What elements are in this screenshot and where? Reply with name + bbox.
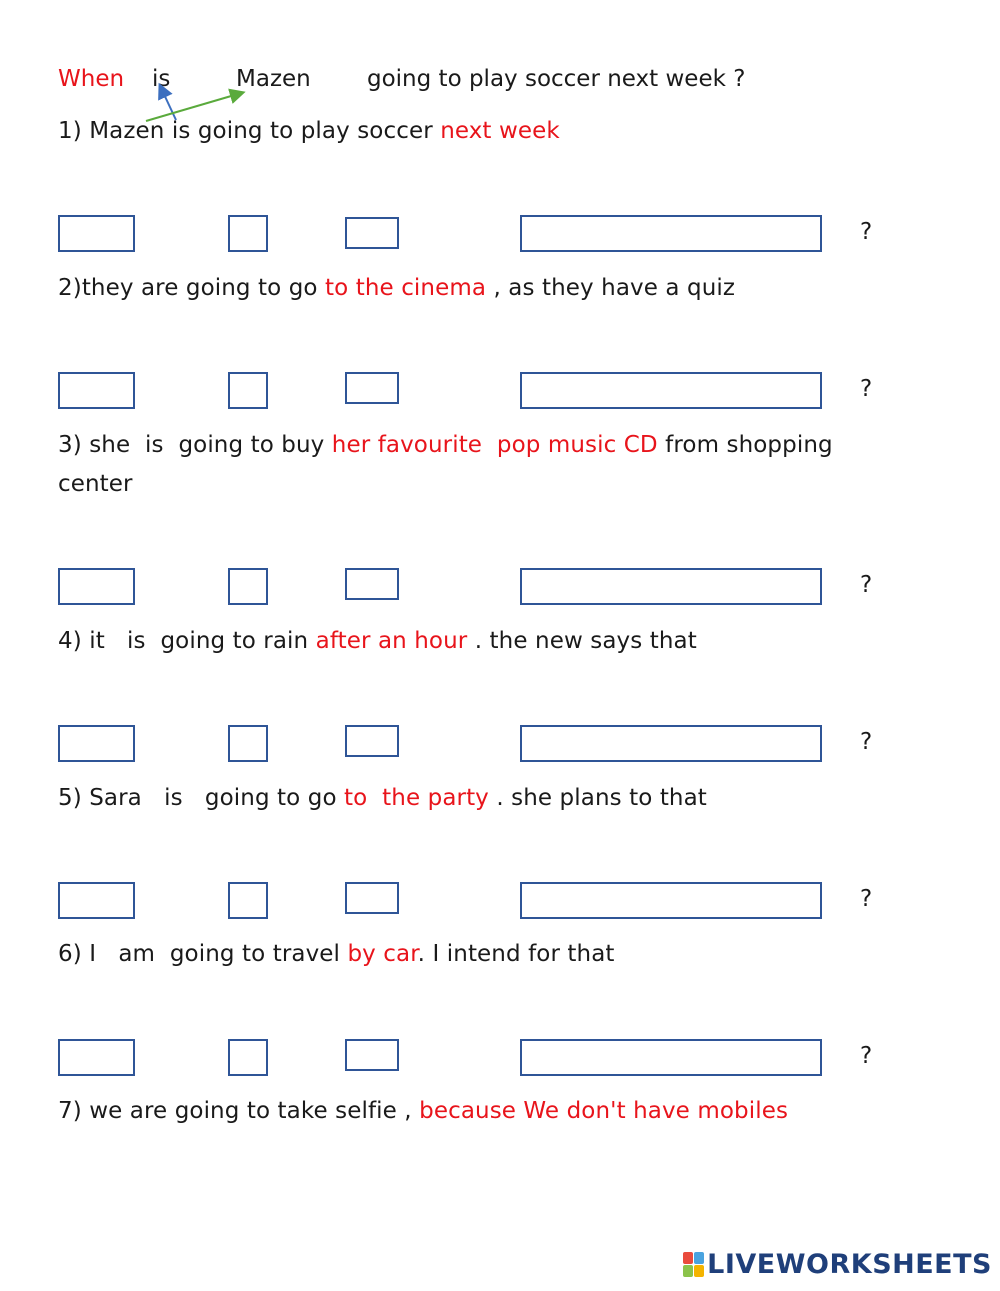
answer-box-wh[interactable] [58,725,135,762]
answer-box-wh[interactable] [58,1039,135,1076]
question-mark: ? [860,219,873,245]
answer-box-aux[interactable] [228,1039,268,1076]
example-subject-word: Mazen [236,66,311,92]
answer-box-subject[interactable] [345,882,399,914]
sentence-1: 1) Mazen is going to play soccer next week [58,118,560,144]
sentence-4: 4) it is going to rain after an hour . the new says that [58,628,697,654]
answer-row-6 [0,1039,1000,1079]
answer-box-rest[interactable] [520,372,822,409]
question-mark: ? [860,1043,873,1069]
answer-box-subject[interactable] [345,372,399,404]
answer-row-3 [0,568,1000,608]
sentence-5: 5) Sara is going to go to the party . she plans to that [58,785,707,811]
example-rest-words: going to play soccer next week ? [367,66,746,92]
answer-box-rest[interactable] [520,568,822,605]
answer-box-wh[interactable] [58,372,135,409]
answer-row-5 [0,882,1000,922]
sentence-3: 3) she is going to buy her favourite pop music CD from shopping [58,432,833,458]
question-mark: ? [860,572,873,598]
answer-box-subject[interactable] [345,1039,399,1071]
answer-box-aux[interactable] [228,882,268,919]
sentence-2: 2)they are going to go to the cinema , as they have a quiz [58,275,736,301]
answer-box-rest[interactable] [520,882,822,919]
answer-row-2 [0,372,1000,412]
answer-row-4 [0,725,1000,765]
liveworksheets-logo-icon [683,1252,704,1277]
answer-box-subject[interactable] [345,725,399,757]
sentence-6: 6) I am going to travel by car. I intend for that [58,941,615,967]
answer-box-rest[interactable] [520,1039,822,1076]
answer-box-aux[interactable] [228,725,268,762]
logo-text: LIVEWORKSHEETS [707,1248,992,1280]
example-wh-word: When [58,66,125,92]
answer-box-aux[interactable] [228,568,268,605]
answer-box-subject[interactable] [345,217,399,249]
answer-box-aux[interactable] [228,372,268,409]
answer-box-aux[interactable] [228,215,268,252]
question-mark: ? [860,886,873,912]
answer-row-1 [0,215,1000,255]
answer-box-wh[interactable] [58,882,135,919]
answer-box-rest[interactable] [520,215,822,252]
example-aux-word: is [152,66,171,92]
answer-box-wh[interactable] [58,215,135,252]
answer-box-subject[interactable] [345,568,399,600]
question-mark: ? [860,376,873,402]
answer-box-rest[interactable] [520,725,822,762]
question-mark: ? [860,729,873,755]
sentence-7: 7) we are going to take selfie , because We don't have mobiles [58,1098,789,1124]
answer-box-wh[interactable] [58,568,135,605]
liveworksheets-logo [683,1247,992,1281]
sentence-3-continuation: center [58,471,133,497]
